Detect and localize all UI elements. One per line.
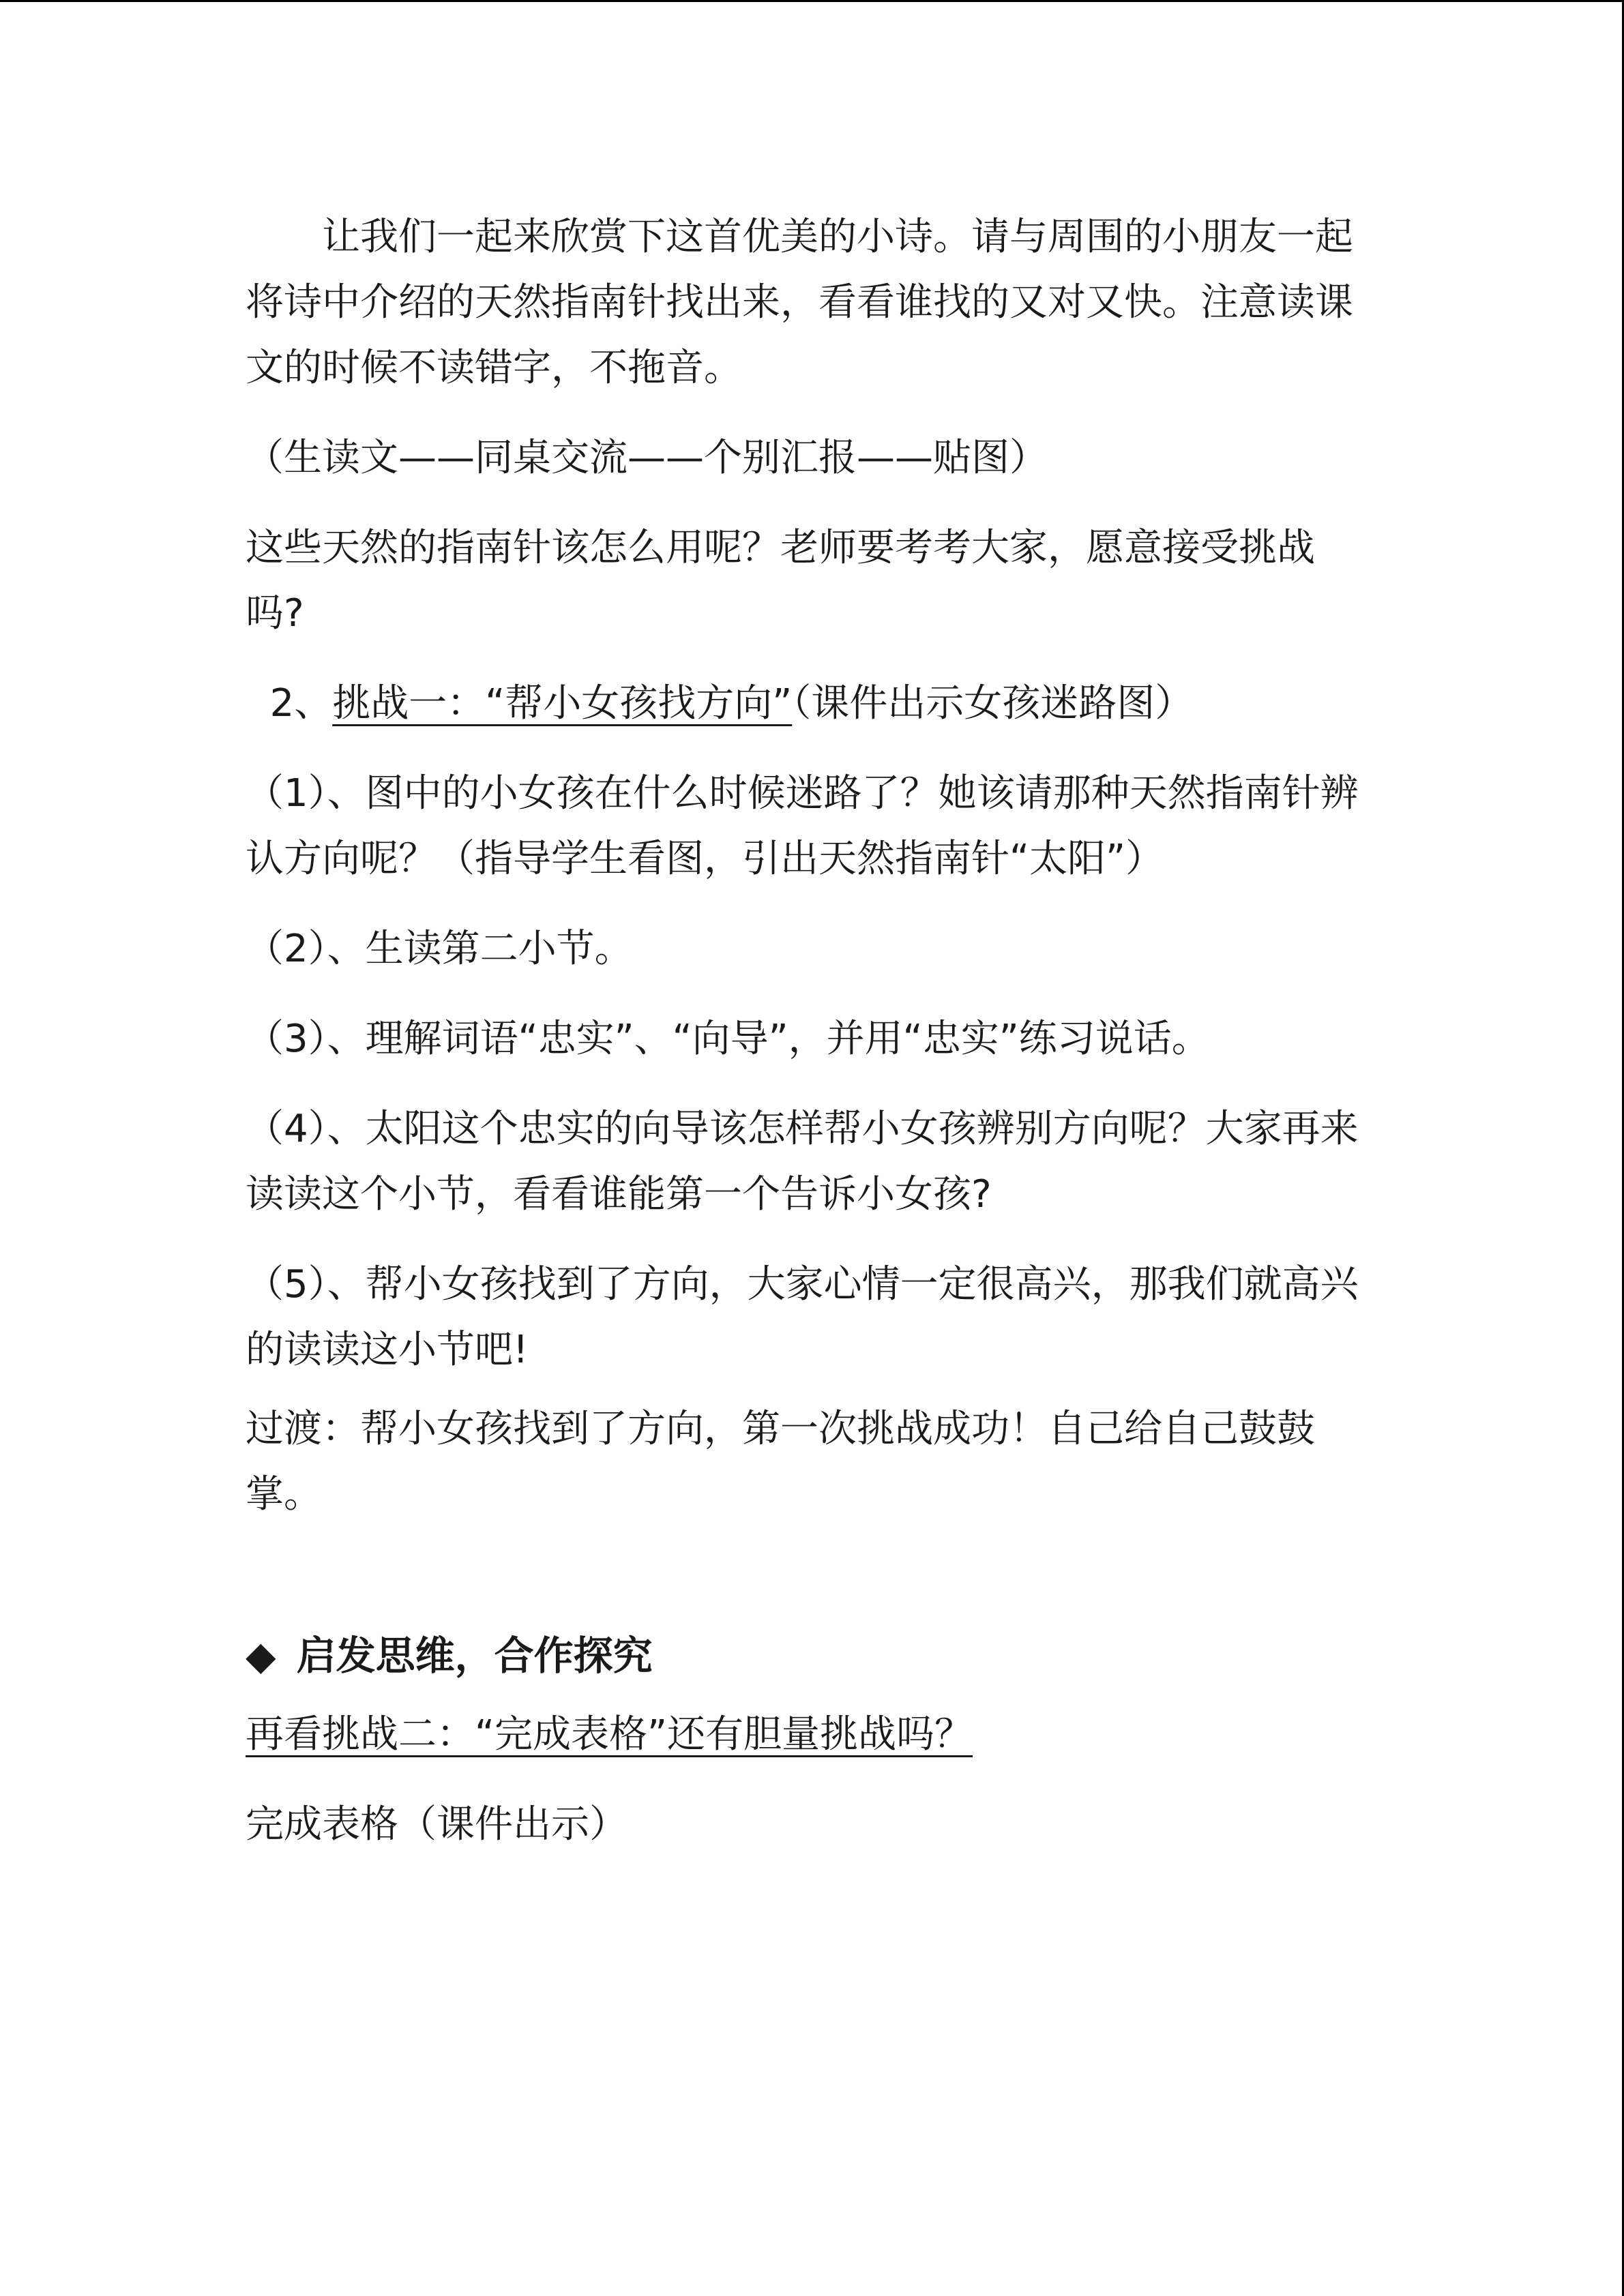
paragraph-step-1: （1）、图中的小女孩在什么时候迷路了？她该请那种天然指南针辨认方向呢？（指导学生看图，引出天然指南针“太阳”）	[246, 771, 1359, 881]
paragraph-transition: 过渡：帮小女孩找到了方向，第一次挑战成功！自己给自己鼓鼓掌。	[246, 1407, 1315, 1517]
paragraph-step-5: （5）、帮小女孩找到了方向，大家心情一定很高兴，那我们就高兴的读读这小节吧!	[246, 1262, 1359, 1372]
paragraph-activity-steps: （生读文——同桌交流——个别汇报——贴图）	[246, 436, 1048, 480]
diamond-bullet-icon: ◆	[246, 1632, 276, 1679]
challenge-one-title: 挑战一：“帮小女孩找方向”	[332, 681, 793, 726]
paragraph-intro: 让我们一起来欣赏下这首优美的小诗。请与周围的小朋友一起将诗中介绍的天然指南针找出来，看看谁找的又对又快。注意读课文的时候不读错字，不拖音。	[246, 215, 1353, 390]
paragraph-challenge-one	[246, 671, 1364, 736]
paragraph-step-2: （2）、生读第二小节。	[246, 927, 633, 971]
paragraph-question: 这些天然的指南针该怎么用呢？老师要考考大家，愿意接受挑战吗?	[246, 526, 1315, 636]
challenge-one-note: （课件出示女孩迷路图）	[792, 681, 1194, 726]
challenge-one-number: 2、	[246, 681, 333, 726]
paragraph-complete-table: 完成表格（课件出示）	[246, 1802, 628, 1847]
section-heading-text: 启发思维，合作探究	[296, 1632, 653, 1679]
paragraph-step-3: （3）、理解词语“忠实”、“向导”，并用“忠实”练习说话。	[246, 1017, 1210, 1061]
document-body	[246, 205, 1364, 1858]
section-heading	[246, 1623, 1364, 1688]
paragraph-challenge-two: 再看挑战二：“完成表格”还有胆量挑战吗？	[246, 1712, 973, 1757]
paragraph-step-4: （4）、太阳这个忠实的向导该怎样帮小女孩辨别方向呢？大家再来读读这个小节，看看谁能第一个告诉小女孩?	[246, 1107, 1359, 1217]
